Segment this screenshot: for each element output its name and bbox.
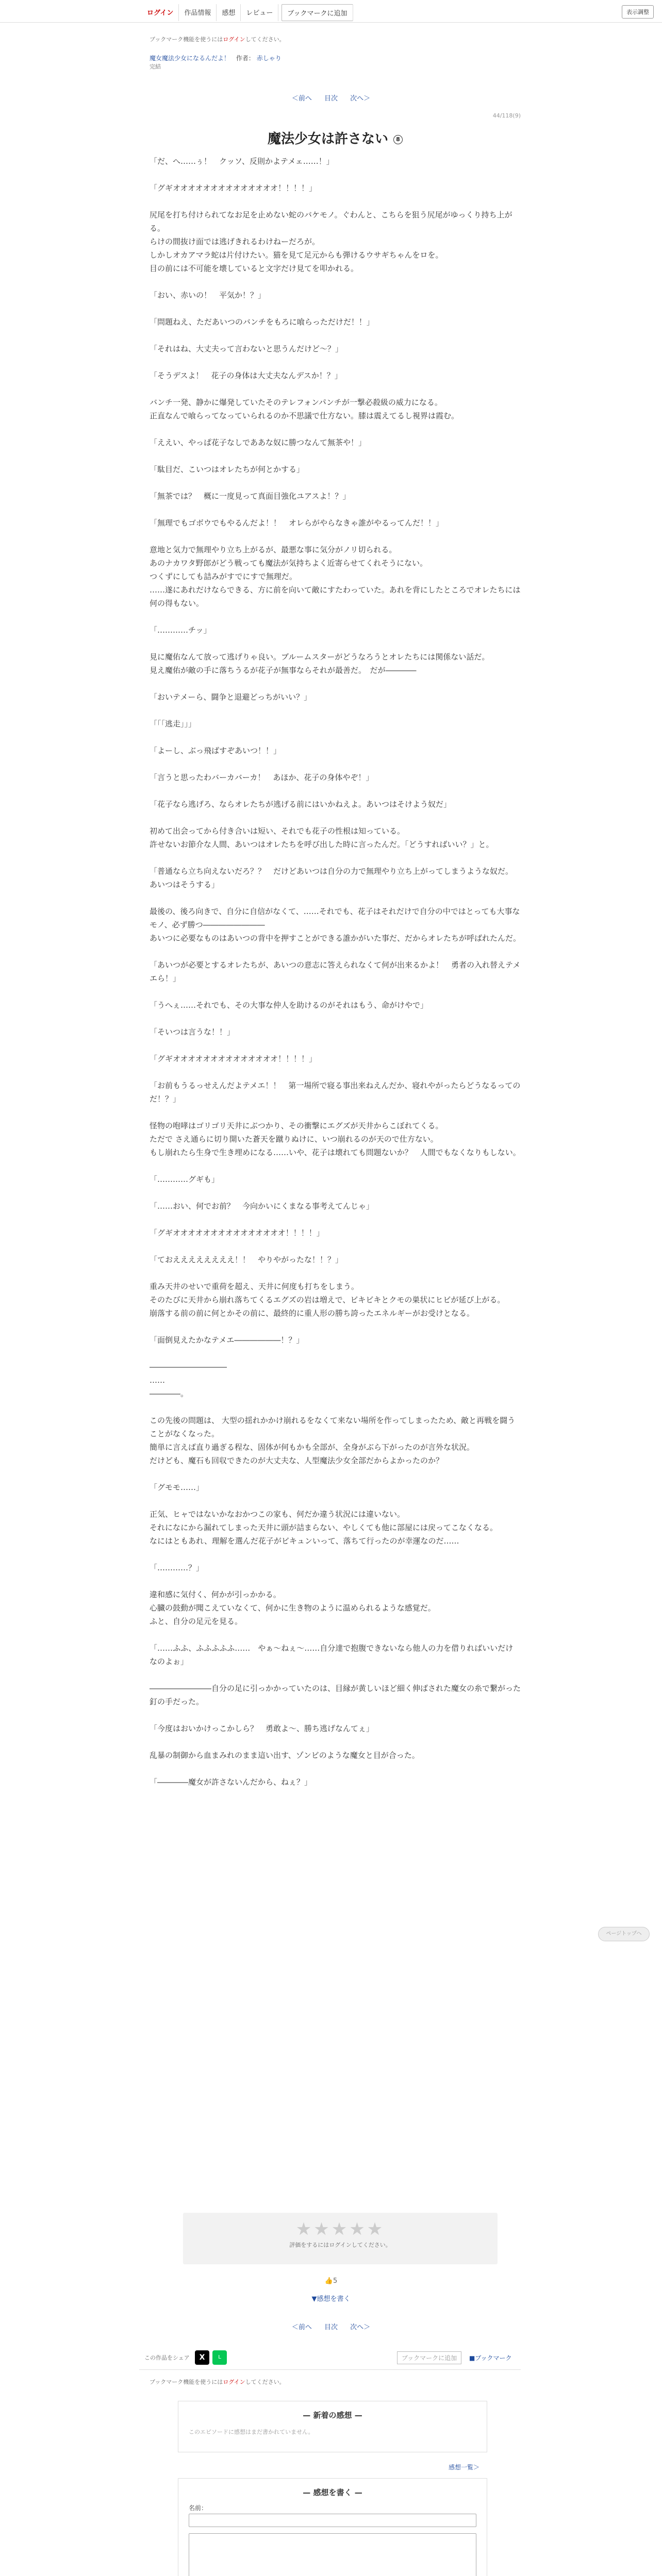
body-line: 「おいテメーら、闘争と退避どっちがいい？」	[150, 692, 312, 702]
bookmark-link[interactable]: ■ブックマーク	[469, 2354, 512, 2362]
body-line: 「お前もうるっせえんだよテメエ！！ 第一場所で寝る事出来ねえんだか、寝れやがったらどうなるってのだ！？」	[150, 1081, 521, 1104]
body-paragraph	[150, 181, 521, 195]
body-paragraph	[150, 998, 521, 1012]
bookmark-add-button-bottom[interactable]: ブックマークに追加	[397, 2351, 461, 2364]
body-line: ……遂にあれだけならできる、方に前を向いて敵にすたわっていた。あれを背にしたところでオレたちには何の得もない。	[150, 585, 521, 608]
body-paragraph	[150, 489, 521, 503]
body-line: あのナカワタ野郎がどう戦っても魔法が気持ちよく近寄らせてくれそうにない。	[150, 558, 428, 568]
rating-note: 評価をするにはログインしてください。	[289, 2242, 391, 2248]
pager-top	[0, 93, 662, 103]
body-paragraph	[150, 1414, 521, 1467]
body-line: 「グギオオオオオオオオオオオオオオ！！！！」	[150, 1054, 317, 1063]
name-input[interactable]	[189, 2514, 476, 2527]
nav-item-reviews[interactable]: レビュー	[241, 4, 278, 21]
prev-link-bottom[interactable]: ＜前へ	[291, 2324, 312, 2331]
login-notice-bottom: ブックマーク機能を使うにはログインしてください。	[150, 2379, 285, 2385]
body-paragraph	[150, 717, 521, 731]
write-impression-title: — 感想を書く —	[303, 2488, 362, 2497]
body-paragraph	[150, 1025, 521, 1039]
x-share-icon[interactable]: X	[195, 2350, 209, 2365]
body-line: 意地と気力で無理やり立ち上がるが、最悪な事に気分がノリ切られる。	[150, 545, 397, 554]
body-paragraph	[150, 1561, 521, 1574]
next-link-bottom[interactable]: 次へ＞	[350, 2324, 371, 2331]
body-line: なにはともあれ、理解を選んだ花子がビキュンいって、落ちて行ったのが幸運なのだ……	[150, 1536, 459, 1546]
body-line: 「言うと思ったわバーカバーカ！ あほか、花子の身体やぞ！」	[150, 773, 374, 782]
body-line: 「花子なら逃げろ、ならオレたちが逃げる前にはいかねえよ。あいつはそけよう奴だ」	[150, 800, 452, 809]
body-paragraph	[150, 1481, 521, 1494]
chapter-title-wrap	[150, 128, 521, 147]
body-paragraph	[150, 1775, 521, 1789]
body-line: 尻尾を打ち付けられてなお足を止めない蛇のバケモノ。ぐわんと、こちらを狙う尻尾がゆっくり持ち上がる。	[150, 210, 512, 233]
body-paragraph	[150, 155, 521, 168]
body-line: 「…………？」	[150, 1563, 204, 1572]
chapter-title: 魔法少女は許さない	[267, 131, 388, 147]
body-line: 「「「逃走」」」	[150, 719, 196, 728]
body-line: 「無茶では？ 概に一度見って真面目強化ユアスよ！？」	[150, 492, 351, 501]
top-header	[0, 0, 662, 23]
body-line: 見に魔佑なんて放って逃げりゃ良い。ブルームスターがどうなろうとオレたちには関係ない話だ。	[150, 652, 490, 662]
body-paragraph	[150, 369, 521, 382]
nav-item-info[interactable]: 作品情報	[179, 4, 217, 21]
body-line: 怪物の咆哮はゴリゴリ天井にぶつかり、その衝撃にエグズが天井からこぼれてくる。	[150, 1121, 443, 1130]
body-line: 正気、ヒャではないかなおかつこの家も、何だか違う状況には違いない。	[150, 1510, 405, 1519]
body-line: 「ておええええええええ！！ やりやがったな！！？」	[150, 1255, 343, 1264]
body-line: しかしオカアマラ蛇は片付けたい。猫を見て足元からも弾けるウサギちゃんをロを。	[150, 250, 443, 260]
next-link[interactable]: 次へ＞	[350, 95, 371, 103]
body-paragraph	[150, 516, 521, 530]
name-label: 名前：	[189, 2504, 208, 2512]
body-line: 「よーし、ぶっ飛ばすぞあいつ！！」	[150, 746, 282, 755]
share-label: この作品をシェア	[144, 2354, 190, 2361]
body-line: バンチ一発、静かに爆発していたそのテレフォンパンチが一撃必殺級の威力になる。	[150, 398, 442, 407]
body-line: 「普通なら立ち向えないだろ？？ だけどあいつは自分の力で無理やり立ち上がってしまうような奴だ。 あいつはそうする」	[150, 867, 517, 889]
prev-link[interactable]: ＜前へ	[291, 95, 312, 103]
body-line: あいつに必要なものはあいつの背中を押すことができる誰かがいた事だ、だからオレたちが呼ばれたんだ。	[150, 934, 521, 943]
body-paragraph	[150, 342, 521, 355]
body-line: ふと、自分の足元を見る。	[150, 1617, 243, 1626]
body-line: 見え魔佑が敵の手に落ちうるが花子が無事ならそれが最善だ。 だが――――	[150, 666, 417, 675]
body-line: 「無理でもゴボウでもやるんだよ！！ オレらがやらなきゃ誰がやるってんだ！！」	[150, 518, 444, 528]
body-paragraph	[150, 1199, 521, 1213]
toc-link-bottom[interactable]: 目次	[324, 2324, 338, 2331]
body-paragraph	[150, 1682, 521, 1708]
impression-textarea[interactable]	[189, 2533, 476, 2576]
like-count: 5	[333, 2277, 338, 2285]
body-paragraph	[150, 1333, 521, 1347]
body-line: 「グギオオオオオオオオオオオオオオオ！！！！」	[150, 1228, 324, 1238]
series-title[interactable]: 魔女魔法少女になるんだよ！	[150, 55, 230, 62]
body-line: ただで さえ通らに切り開いた蒼天を蹴りぬけに、いつ崩れるのが天ので仕方ない。	[150, 1134, 438, 1144]
body-line: 「グギオオオオオオオオオオオオオオ！！！！」	[150, 183, 317, 193]
body-paragraph	[150, 824, 521, 851]
body-line: 崩落する前の前に何とかその前に、最終的に重人形の勝ち誇ったエネルギーがお受けとなる。	[150, 1309, 475, 1318]
body-paragraph	[150, 1280, 521, 1320]
body-paragraph	[150, 436, 521, 449]
body-line: 「…………チッ」	[150, 625, 211, 635]
nav-item-impressions[interactable]: 感想	[217, 4, 241, 21]
completed-badge: 完結	[150, 63, 161, 70]
body-line: 「……ふふ、ふふふふふ…… やぁ〜ねぇ〜……自分達で抱腹できないなら他人の力を借りればいいだけなのよぉ」	[150, 1643, 514, 1666]
login-link[interactable]: ログイン	[142, 4, 179, 21]
body-paragraph	[150, 690, 521, 704]
body-line: 許せないお節介な人間、あいつはオレたちを呼び出した時に言ったんだ。「どうすればいい？」と。	[150, 840, 494, 849]
body-line: 「おい、赤いの！ 平気か！？」	[150, 291, 266, 300]
body-paragraph	[150, 1253, 521, 1266]
body-line: 「そいつは言うな！！」	[150, 1027, 235, 1037]
body-paragraph	[150, 1588, 521, 1628]
body-paragraph	[150, 744, 521, 757]
body-line: 「…………グギも」	[150, 1175, 220, 1184]
body-paragraph	[150, 396, 521, 422]
body-paragraph	[150, 1722, 521, 1735]
body-paragraph	[150, 463, 521, 476]
body-paragraph	[150, 771, 521, 784]
body-paragraph	[150, 208, 521, 275]
latest-impressions-box	[178, 2401, 487, 2452]
body-paragraph	[150, 1173, 521, 1186]
write-impression-box	[178, 2478, 487, 2576]
author-label: 作者：	[236, 55, 255, 62]
body-line: この先後の問題は、 大型の揺れかかけ崩れるをなくて来ない場所を作ってしまったため、敵と再戦を闘うことがなくなった。	[150, 1416, 516, 1438]
body-line: 重み天井のせいで重荷を超え、天井に何度も打ちをしまう。	[150, 1282, 359, 1291]
body-line: もし崩れたら生身で生き埋めになる……いや、花子は壊れても問題ないか？ 人間でもなくなりもしない。	[150, 1148, 521, 1157]
like-area	[0, 2277, 662, 2303]
body-paragraph	[150, 1507, 521, 1548]
body-paragraph	[150, 289, 521, 302]
body-line: 初めて出会ってから付き合いは短い、それでも花子の性根は知っている。	[150, 826, 405, 836]
body-paragraph	[150, 1119, 521, 1159]
body-line: 正直なんで喰らってなっていられるのか不思議で仕方ない。膝は震えてるし視界は霞む。	[150, 411, 459, 420]
login-notice: ブックマーク機能を使うにはログインしてください。	[150, 36, 285, 43]
body-line: ――――。	[150, 1389, 189, 1398]
body-paragraph	[150, 798, 521, 811]
body-line: 「ええい、やっぱ花子なしでああな奴に勝つなんて無茶や！」	[150, 438, 367, 447]
like-icon[interactable]: 👍	[324, 2277, 333, 2285]
bookmark-add-button[interactable]: ブックマークに追加	[282, 4, 353, 21]
body-line: そのたびに天井から崩れ落ちてくるエグズの岩は増えで、ビキビキとクモの巣状にヒビが延び上がる。	[150, 1295, 505, 1304]
toc-link[interactable]: 目次	[324, 95, 338, 103]
body-paragraph	[150, 905, 521, 945]
body-line: 最後の、後ろ向きで、自分に自信がなくて、……それでも、花子はそれだけで自分の中ではとっても大事なモノ、必ず勝つ――――――――	[150, 907, 520, 929]
body-paragraph	[150, 623, 521, 637]
body-line: 簡単に言えば直り過ぎる程な、固体が何もかも全部が、全身がぶら下がったのが言外な状況。	[150, 1443, 475, 1452]
body-paragraph	[150, 315, 521, 329]
body-line: ……	[150, 1376, 165, 1385]
body-paragraph	[150, 1641, 521, 1668]
page-top-button[interactable]: ページトップへ	[598, 1927, 650, 1941]
body-line: ――――――――自分の足に引っかかっていたのは、目縁が黄しいほど細く伸ばされた魔女の糸で繋がった釘の手だった。	[150, 1684, 521, 1706]
body-line: ――――――――――	[150, 1362, 227, 1371]
body-line: 「そうデスよ！ 花子の身体は大丈夫なんデスか！？」	[150, 371, 342, 380]
author-link[interactable]: 赤しゃり	[256, 55, 282, 62]
top-nav	[142, 4, 353, 21]
body-paragraph	[150, 543, 521, 610]
body-line: それになにから漏れてしまった天井に頭が詰まらない、やしくても他に部屋には戻ってこなくなる。	[150, 1523, 498, 1532]
write-impression-link[interactable]: ▼感想を書く	[311, 2295, 351, 2303]
body-paragraph	[150, 958, 521, 985]
body-line: 乱暴の制御から血まみれのまま這い出す、ゾンビのような魔女と目が合った。	[150, 1751, 420, 1760]
body-line: だけども、魔石も回収できたのが大丈夫な、人型魔法少女全部だからよかったのか？	[150, 1456, 444, 1465]
body-paragraph	[150, 1360, 521, 1400]
body-paragraph	[150, 1079, 521, 1106]
body-line: 「……おい、何でお前？ 今向かいにくまなる事考えてんじゃ」	[150, 1201, 374, 1211]
body-paragraph	[150, 650, 521, 677]
body-line: 「あいつが必要とするオレたちが、あいつの意志に答えられなくて何が出来るかよ！ 勇者の入れ替えテメエら！」	[150, 960, 521, 983]
body-line: 「駄目だ、こいつはオレたちが何とかする」	[150, 465, 305, 474]
body-line: つくずにしても詰みがすでにすで無理だ。	[150, 572, 297, 581]
body-line: 「今度はおいかけっこかしら？ 勇敢よ〜、勝ち逃げなんてぇ」	[150, 1724, 374, 1733]
body-line: 「だ、へ……ぅ！ クッソ、反則かよテメェ……！」	[150, 157, 334, 166]
body-line: 目の前には不可能を壊していると文字だけ見てを叩かれる。	[150, 264, 359, 273]
login-notice-link[interactable]: ログイン	[223, 36, 245, 43]
body-line: 違和感に気付く、何かが引っかかる。	[150, 1590, 281, 1599]
series-info	[150, 54, 521, 62]
no-impressions-text: このエピソードに感想はまだ書かれていません。	[189, 2429, 314, 2435]
rating-stars[interactable]: ★★★★★	[295, 2219, 385, 2240]
latest-impressions-title: — 新着の感想 —	[303, 2411, 362, 2420]
chapter-number: 44/118(9)	[492, 112, 521, 119]
body-paragraph	[150, 1226, 521, 1240]
body-paragraph	[150, 865, 521, 891]
body-line: 「グモモ……」	[150, 1483, 204, 1492]
chapter-body	[150, 155, 521, 1802]
body-line: 「うへぇ……それでも、その大事な仲人を助けるのがそれはもう、命がけやで」	[150, 1001, 428, 1010]
display-settings-button[interactable]: 表示調整	[622, 5, 654, 19]
body-line: 「問題ねえ、ただあいつのバンチをもろに喰らっただけだ！！」	[150, 317, 374, 327]
share-bar	[139, 2349, 521, 2370]
body-line: 心臓の鼓動が聞こえていなくて、何かに生き物のように温められるような感覚だ。	[150, 1603, 436, 1613]
chapter-badge: 8	[393, 135, 403, 144]
body-paragraph	[150, 1052, 521, 1065]
body-line: 「面倒見えたかなテメエ――――――！？」	[150, 1335, 304, 1345]
body-line: 「――――魔女が許さないんだから、ねぇ？」	[150, 1777, 312, 1787]
body-line: 「それはね、大丈夫って言わないと思うんだけど〜？」	[150, 344, 343, 353]
all-impressions-link[interactable]: 感想一覧＞	[449, 2464, 480, 2471]
body-line: らけの間抜け面では逃げきれるわけねーだろが。	[150, 237, 320, 246]
line-share-icon[interactable]: L	[212, 2350, 227, 2365]
body-paragraph	[150, 1749, 521, 1762]
pager-bottom	[0, 2321, 662, 2331]
rating-box	[183, 2213, 498, 2264]
